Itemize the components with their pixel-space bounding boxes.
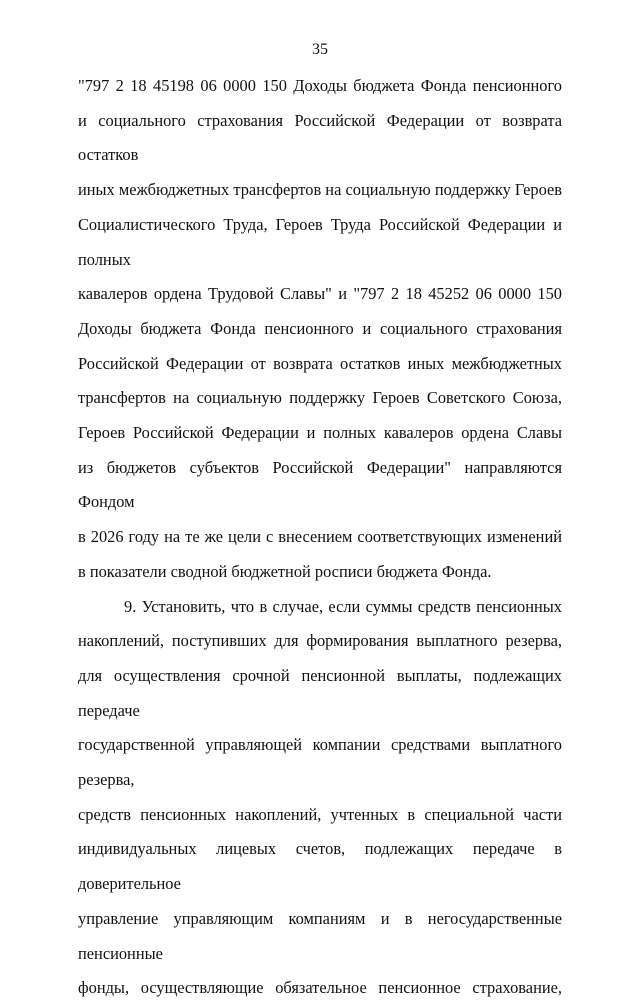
text-line: средств пенсионных накоплений, учтенных в специальной части — [78, 804, 562, 824]
text-line: фонды, осуществляющие обязательное пенсионное страхование, — [78, 978, 562, 998]
text-line: управление управляющим компаниям и в негосударственные пенсионные — [78, 908, 562, 963]
text-line: накоплений, поступивших для формирования выплатного резерва, — [78, 631, 562, 651]
text-line: Доходы бюджета Фонда пенсионного и социального страхования — [78, 318, 562, 338]
text-line: "797 2 18 45198 06 0000 150 Доходы бюджета Фонда пенсионного — [78, 76, 562, 95]
text-line: и социального страхования Российской Федерации от возврата остатков — [78, 110, 562, 165]
text-line: индивидуальных лицевых счетов, подлежащих передаче в доверительное — [78, 839, 562, 894]
text-line: трансфертов на социальную поддержку Героев Советского Союза, — [78, 388, 562, 408]
text-line: из бюджетов субъектов Российской Федерации" направляются Фондом — [78, 457, 562, 512]
text-line: иных межбюджетных трансфертов на социальную поддержку Героев — [78, 180, 562, 200]
page-number: 35 — [312, 41, 328, 58]
text-line: Героев Российской Федерации и полных кавалеров ордена Славы — [78, 423, 562, 443]
text-line: Российской Федерации от возврата остатков иных межбюджетных — [78, 353, 562, 373]
paragraph-9-start: 9. Установить, что в случае, если суммы средств пенсионных — [124, 596, 562, 616]
text-line: в показатели сводной бюджетной росписи бюджета Фонда. — [78, 561, 492, 581]
text-line: Социалистического Труда, Героев Труда Российской Федерации и полных — [78, 214, 562, 269]
document-body — [78, 69, 562, 1006]
text-line: государственной управляющей компании средствами выплатного резерва, — [78, 735, 562, 790]
text-line: для осуществления срочной пенсионной выплаты, подлежащих передаче — [78, 665, 562, 720]
text-line: в 2026 году на те же цели с внесением соответствующих изменений — [78, 527, 562, 547]
text-line: кавалеров ордена Трудовой Славы" и "797 2 18 45252 06 0000 150 — [78, 284, 562, 304]
